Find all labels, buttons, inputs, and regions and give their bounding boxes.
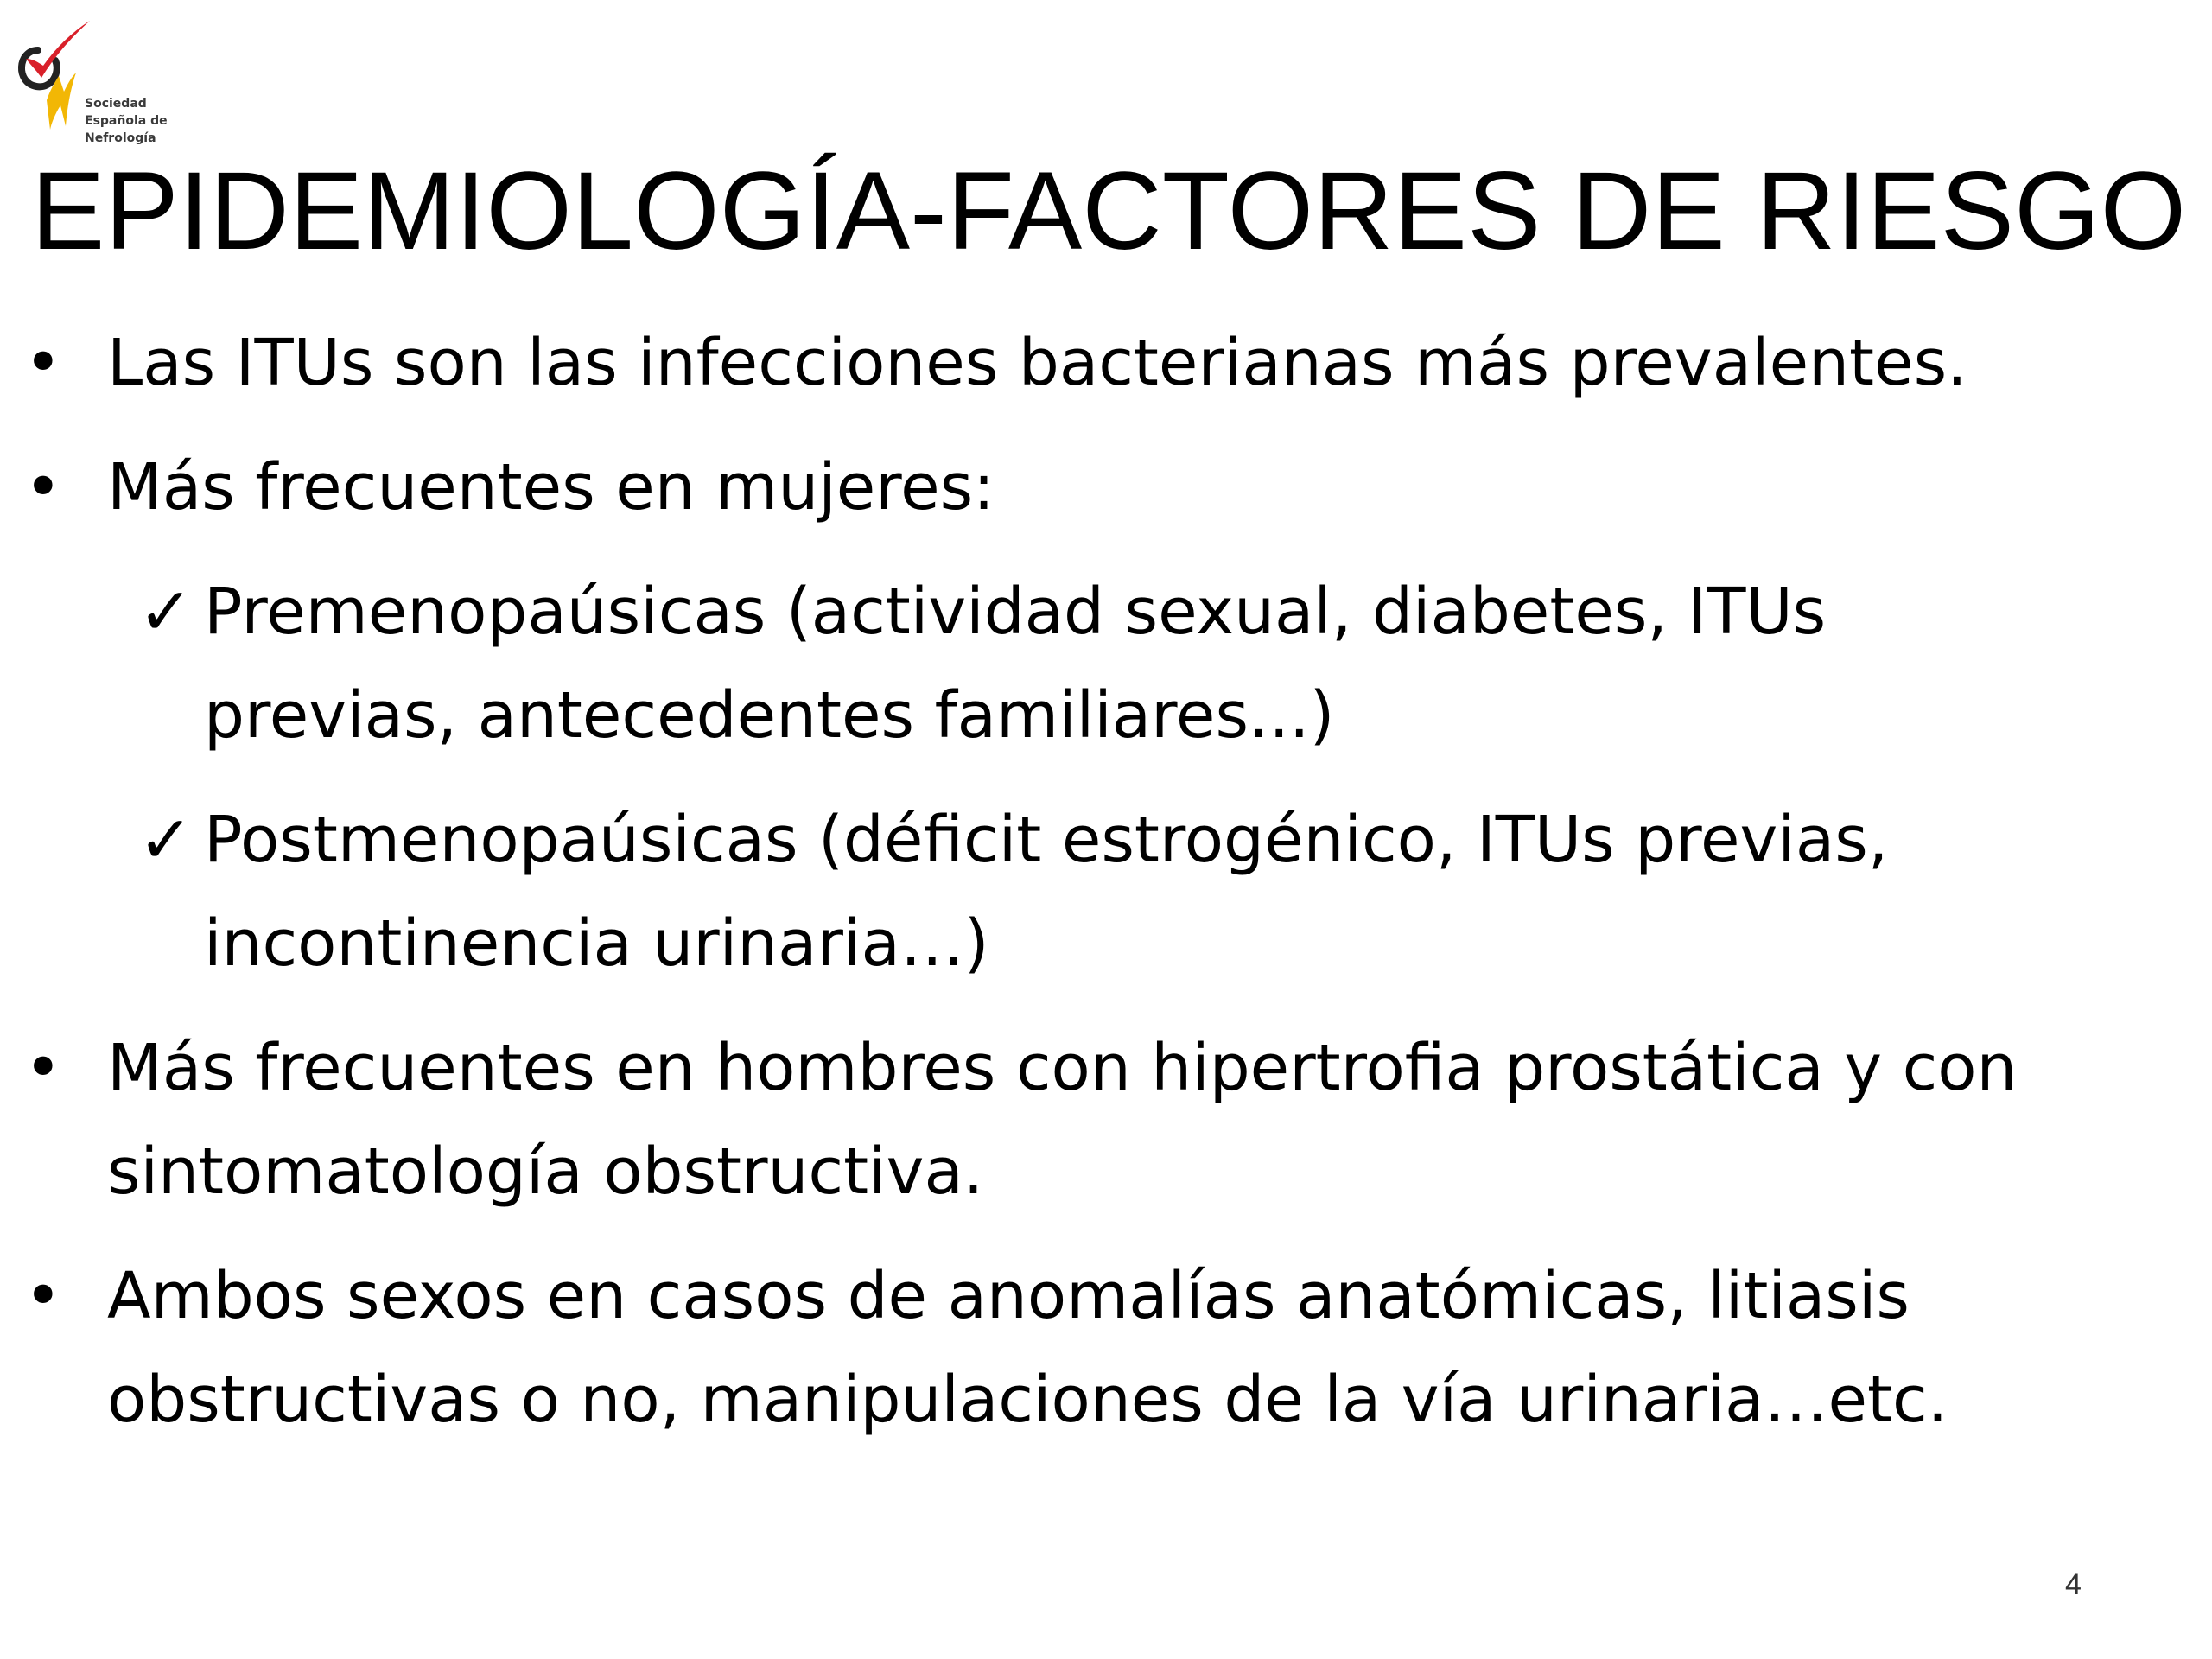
bullet-item [0, 311, 2198, 415]
logo-text-line: Sociedad [85, 97, 147, 111]
sub-bullet-text: Postmenopaúsicas (déficit estrogénico, ITUs previas, incontinencia urinaria…) [204, 803, 1889, 981]
bullet-text: Las ITUs son las infecciones bacterianas más prevalentes. [107, 326, 1967, 400]
sub-bullet-text: Premenopaúsicas (actividad sexual, diabetes, ITUs previas, antecedentes familiares...) [204, 575, 1827, 753]
bullet-item [0, 435, 2198, 539]
slide-title: EPIDEMIOLOGÍA-FACTORES DE RIESGO [31, 149, 2187, 273]
logo-text-line: Española de [85, 114, 168, 128]
bullet-icon: • [24, 1259, 62, 1333]
sub-bullet-item [0, 560, 2018, 767]
checkmark-icon: ✓ [138, 573, 194, 650]
bullet-text: Más frecuentes en hombres con hipertrofia prostática y con sintomatología obstructiva. [107, 1031, 2018, 1209]
page-number: 4 [2065, 1568, 2082, 1601]
bullet-text: Ambos sexos en casos de anomalías anatómicas, litiasis obstructivas o no, manipulaciones de la vía urinaria…etc. [107, 1259, 1948, 1437]
bullet-list [0, 311, 2212, 1472]
sen-logo [7, 16, 180, 145]
bullet-icon: • [24, 1031, 62, 1105]
bullet-icon: • [24, 450, 62, 524]
bullet-text: Más frecuentes en mujeres: [107, 450, 995, 524]
bullet-item [0, 1244, 2198, 1452]
bullet-item [0, 1016, 2198, 1224]
checkmark-icon: ✓ [138, 801, 194, 878]
sub-bullet-item [0, 788, 2018, 995]
bullet-icon: • [24, 326, 62, 400]
logo-text-line: Nefrología [85, 131, 156, 145]
logo-text [85, 95, 168, 147]
